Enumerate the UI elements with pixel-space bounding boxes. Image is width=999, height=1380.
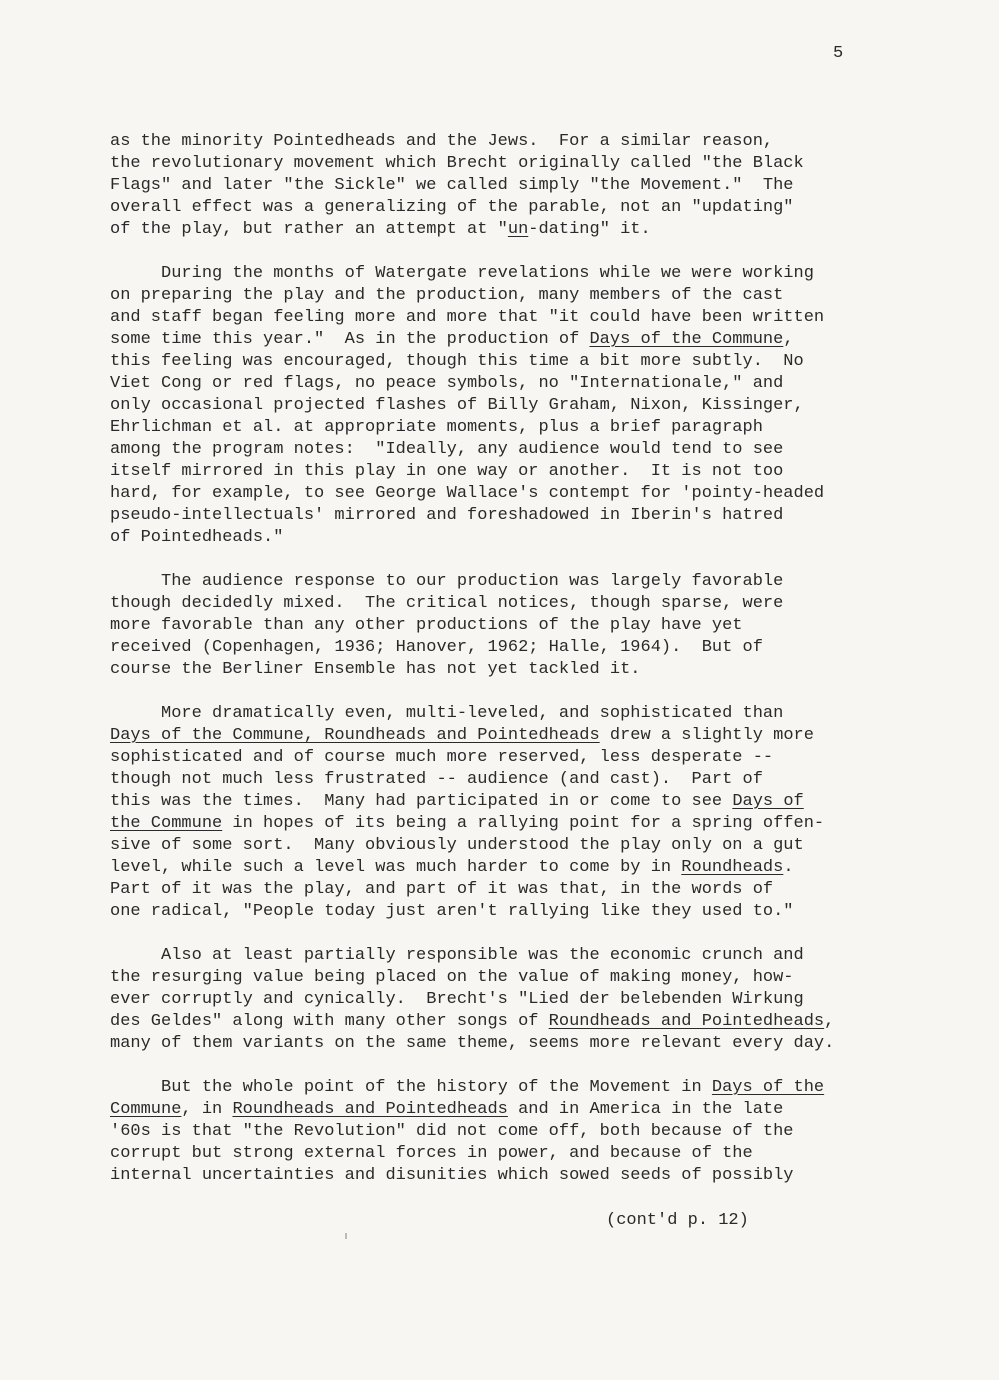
text-line: corrupt but strong external forces in power, and because of the	[110, 1144, 753, 1163]
paragraph-1	[110, 131, 900, 241]
text-line: '60s is that "the Revolution" did not come off, both because of the	[110, 1122, 794, 1141]
text-line	[110, 219, 900, 241]
text-line: more favorable than any other productions of the play have yet	[110, 616, 743, 635]
text-line: as the minority Pointedheads and the Jews. For a similar reason,	[110, 132, 774, 151]
text-line: of Pointedheads."	[110, 528, 284, 547]
text-line: the revolutionary movement which Brecht originally called "the Black	[110, 154, 804, 173]
text-line	[110, 1011, 900, 1033]
paragraph-4	[110, 703, 900, 923]
line-text: and in America in the late	[507, 1100, 784, 1119]
line-text: ,	[783, 330, 794, 349]
text-line: Flags" and later "the Sickle" we called simply "the Movement." The	[110, 176, 794, 195]
paragraph-2	[110, 263, 900, 549]
line-text: -dating" it.	[528, 220, 651, 239]
underlined-title: un	[507, 220, 529, 239]
underlined-title: Days of the Commune	[589, 330, 784, 349]
text-line: hard, for example, to see George Wallace's contempt for 'pointy-headed	[110, 484, 825, 503]
line-text: drew a slightly more	[599, 726, 814, 745]
underlined-title: Days of the Commune, Roundheads and Pointedheads	[110, 726, 600, 745]
line-text: some time this year." As in the production of	[110, 330, 590, 349]
line-text: this was the times. Many had participated in or come to see	[110, 792, 733, 811]
text-line: More dramatically even, multi-leveled, and sophisticated than	[110, 704, 784, 723]
text-line: itself mirrored in this play in one way or another. It is not too	[110, 462, 784, 481]
text-line: and staff began feeling more and more that "it could have been written	[110, 308, 825, 327]
underlined-title: Roundheads and Pointedheads	[232, 1100, 508, 1119]
text-line: many of them variants on the same theme, seems more relevant every day.	[110, 1034, 835, 1053]
text-line: received (Copenhagen, 1936; Hanover, 1962; Halle, 1964). But of	[110, 638, 763, 657]
underlined-title: the Commune	[110, 814, 223, 833]
line-text: of the play, but rather an attempt at "	[110, 220, 508, 239]
text-line: sive of some sort. Many obviously understood the play only on a gut	[110, 836, 804, 855]
text-line: sophisticated and of course much more reserved, less desperate --	[110, 748, 774, 767]
line-text: , in	[181, 1100, 233, 1119]
text-line: only occasional projected flashes of Billy Graham, Nixon, Kissinger,	[110, 396, 804, 415]
text-line: among the program notes: "Ideally, any audience would tend to see	[110, 440, 784, 459]
line-text: in hopes of its being a rallying point for a spring offen-	[222, 814, 825, 833]
underlined-title: Commune	[110, 1100, 182, 1119]
text-line	[110, 813, 900, 835]
line-text: level, while such a level was much harder to come by in	[110, 858, 682, 877]
underlined-title: Days of the	[711, 1078, 825, 1097]
text-line	[110, 329, 900, 351]
text-line	[110, 1099, 900, 1121]
text-line: During the months of Watergate revelations while we were working	[110, 264, 814, 283]
text-line	[110, 1077, 900, 1099]
text-line: on preparing the play and the production, many members of the cast	[110, 286, 784, 305]
paragraph-3	[110, 571, 900, 681]
text-line: Part of it was the play, and part of it was that, in the words of	[110, 880, 774, 899]
underlined-title: Roundheads and Pointedheads	[548, 1012, 825, 1031]
text-line: pseudo-intellectuals' mirrored and foreshadowed in Iberin's hatred	[110, 506, 784, 525]
underlined-title: Roundheads	[681, 858, 784, 877]
text-line: Also at least partially responsible was the economic crunch and	[110, 946, 804, 965]
text-line: overall effect was a generalizing of the parable, not an "updating"	[110, 198, 794, 217]
paragraph-6	[110, 1077, 900, 1187]
text-line: Viet Cong or red flags, no peace symbols, no "Internationale," and	[110, 374, 784, 393]
page-number: 5	[833, 44, 844, 63]
text-line: though decidedly mixed. The critical notices, though sparse, were	[110, 594, 784, 613]
text-line: The audience response to our production was largely favorable	[110, 572, 784, 591]
text-line: though not much less frustrated -- audience (and cast). Part of	[110, 770, 763, 789]
text-line: course the Berliner Ensemble has not yet tackled it.	[110, 660, 641, 679]
line-text: .	[783, 858, 794, 877]
text-line: this feeling was encouraged, though this time a bit more subtly. No	[110, 352, 804, 371]
text-line	[110, 857, 900, 879]
text-line: one radical, "People today just aren't rallying like they used to."	[110, 902, 794, 921]
text-line: internal uncertainties and disunities which sowed seeds of possibly	[110, 1166, 794, 1185]
continuation-note: (cont'd p. 12)	[606, 1211, 749, 1230]
paragraph-5	[110, 945, 900, 1055]
scan-mark	[345, 1233, 347, 1239]
line-text: des Geldes" along with many other songs of	[110, 1012, 549, 1031]
line-text: But the whole point of the history of the Movement in	[110, 1078, 712, 1097]
text-line	[110, 791, 900, 813]
text-line: Ehrlichman et al. at appropriate moments, plus a brief paragraph	[110, 418, 763, 437]
line-text: ,	[824, 1012, 835, 1031]
text-line	[110, 725, 900, 747]
text-line: ever corruptly and cynically. Brecht's "Lied der belebenden Wirkung	[110, 990, 804, 1009]
underlined-title: Days of	[732, 792, 804, 811]
text-line: the resurging value being placed on the value of making money, how-	[110, 968, 794, 987]
